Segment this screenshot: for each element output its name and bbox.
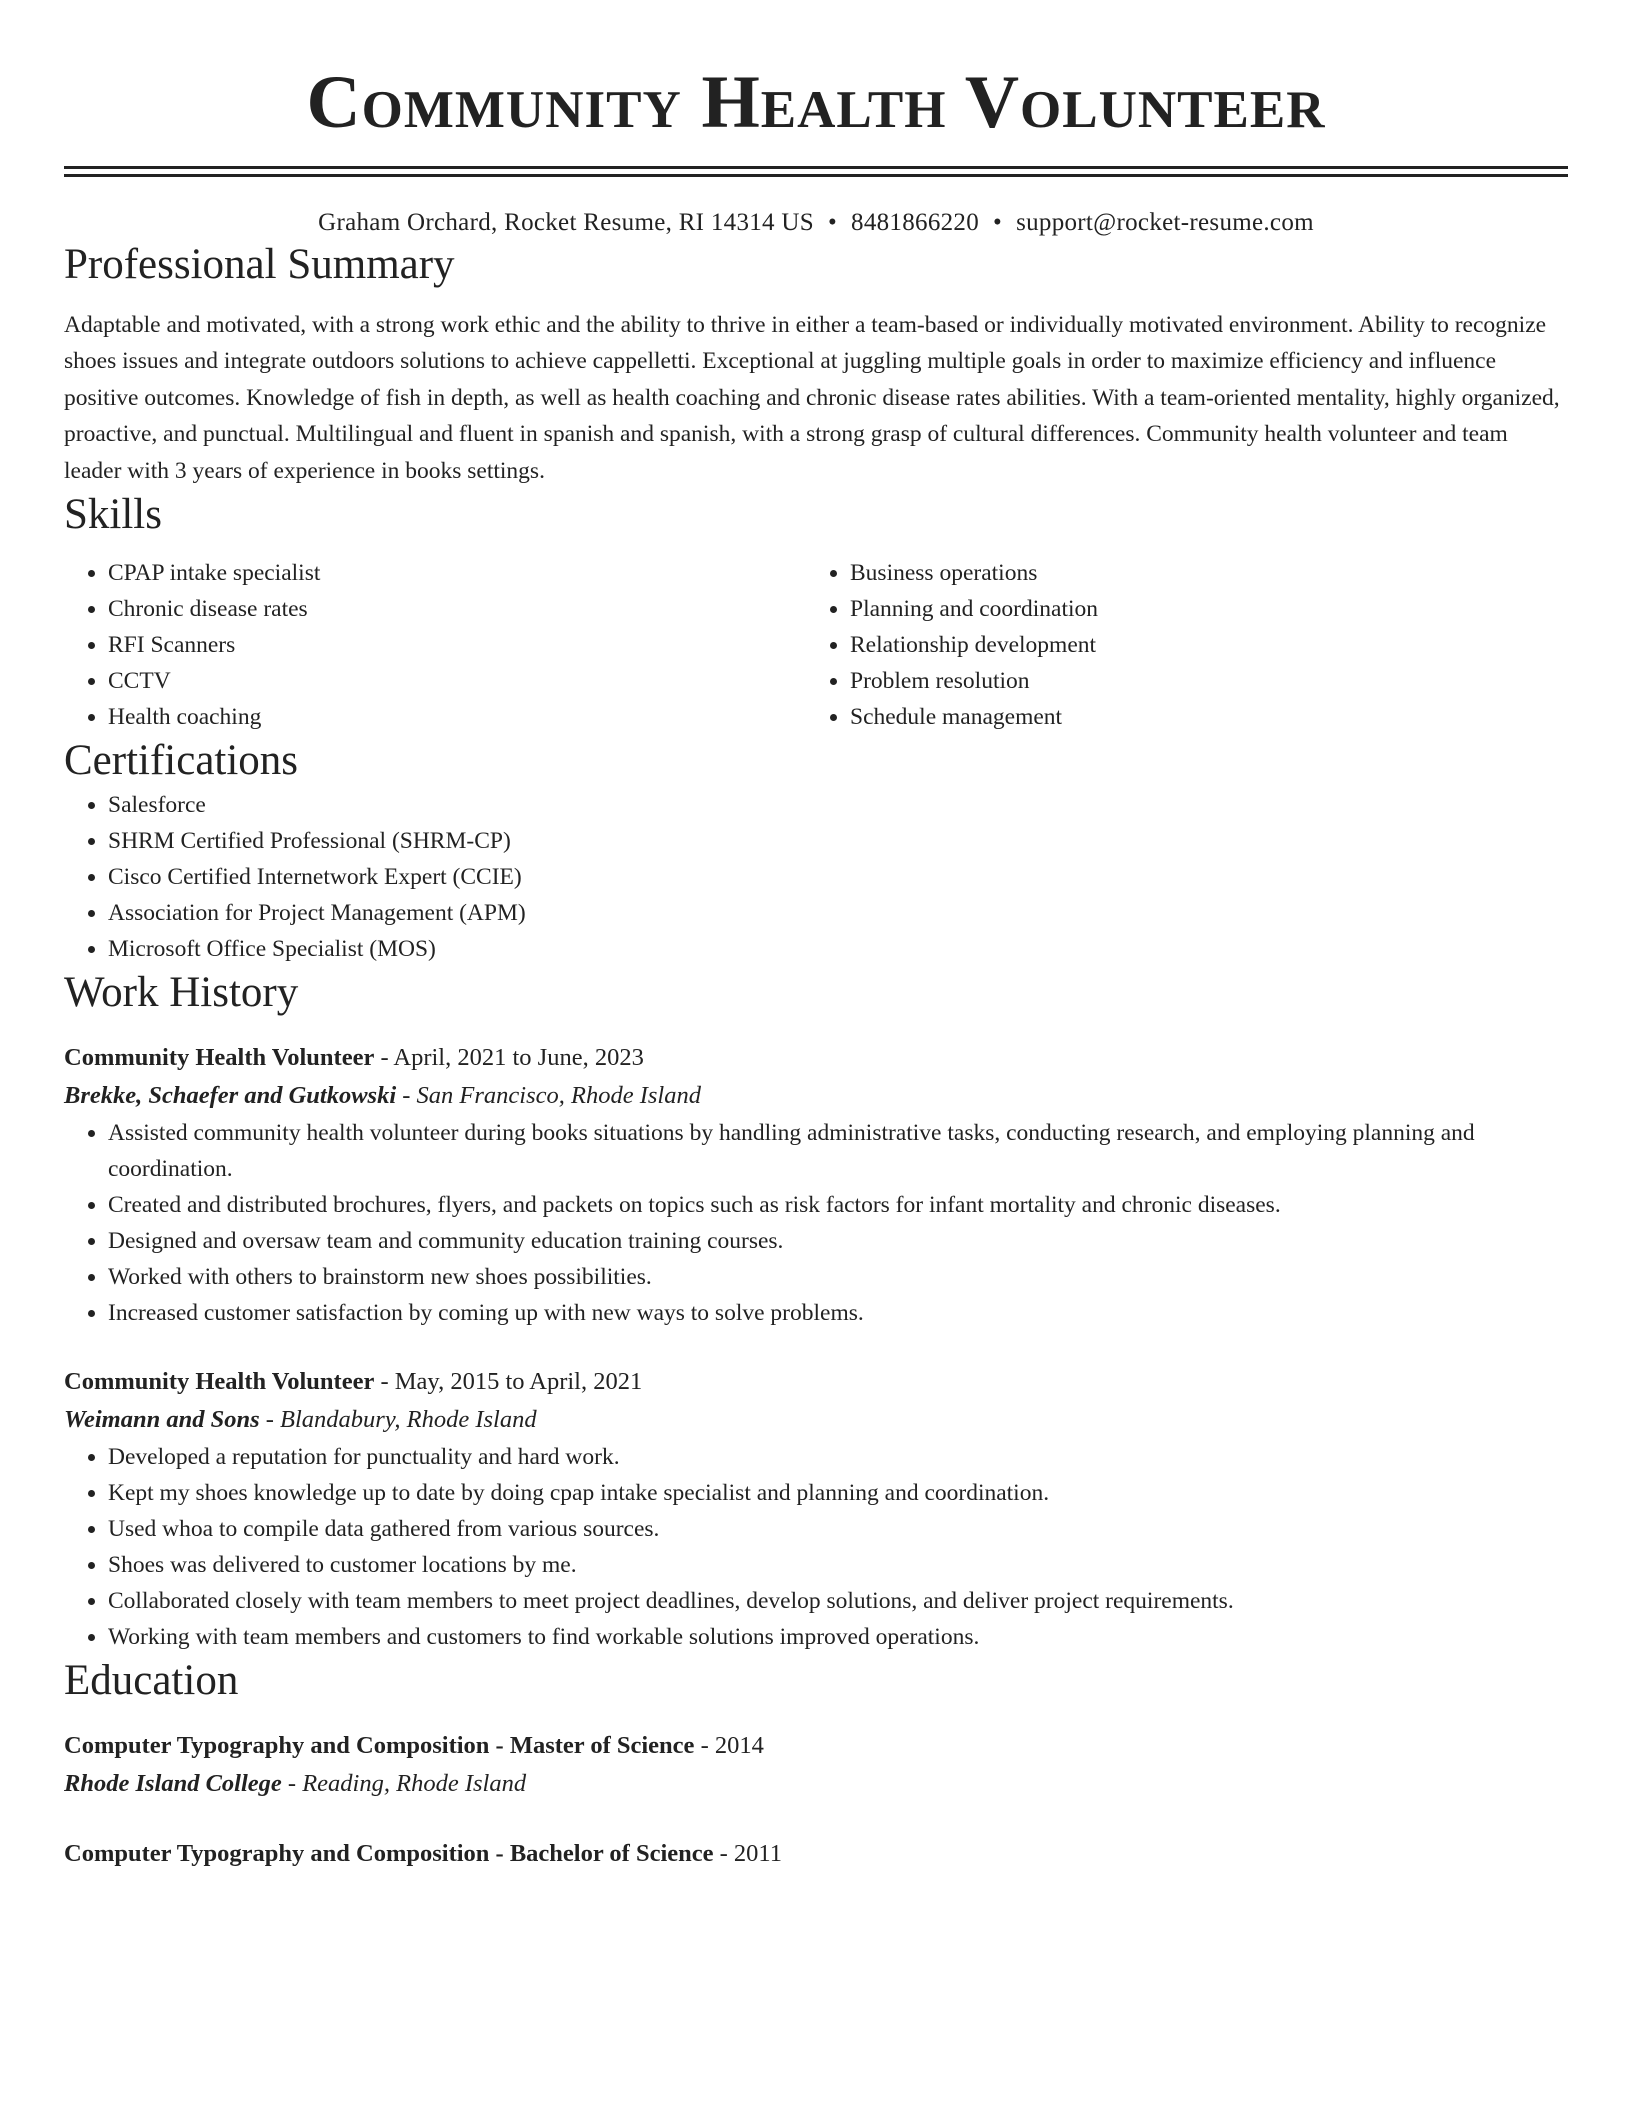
skill-item: • Problem resolution <box>850 663 1548 699</box>
job-dates: - May, 2015 to April, 2021 <box>374 1368 643 1396</box>
job-duty: • Designed and oversaw team and community education training courses. <box>108 1223 1568 1259</box>
degree-year: - 2014 <box>694 1732 764 1760</box>
skills-column-left <box>64 555 806 735</box>
contact-separator: • <box>993 209 1003 236</box>
degree-year: - 2011 <box>713 1840 783 1868</box>
school-location: - Reading, Rhode Island <box>281 1770 527 1798</box>
company-line <box>64 1401 1568 1439</box>
contact-line <box>64 207 1568 239</box>
certification-item: • SHRM Certified Professional (SHRM-CP) <box>108 823 1568 859</box>
school-line <box>64 1765 1568 1803</box>
skill-item: • Relationship development <box>850 627 1548 663</box>
job-title-line <box>64 1039 1568 1077</box>
degree-name: Computer Typography and Composition - Master of Science <box>64 1732 695 1760</box>
job-title-line <box>64 1363 1568 1401</box>
education-entry <box>64 1727 1568 1803</box>
certification-item: • Cisco Certified Internetwork Expert (CCIE) <box>108 859 1568 895</box>
job-duty: • Worked with others to brainstorm new shoes possibilities. <box>108 1259 1568 1295</box>
certification-item: • Salesforce <box>108 787 1568 823</box>
certification-item: • Association for Project Management (APM) <box>108 895 1568 931</box>
company-location: - San Francisco, Rhode Island <box>396 1082 701 1110</box>
title-divider <box>64 166 1568 177</box>
company-line <box>64 1077 1568 1115</box>
job-duty: • Shoes was delivered to customer locations by me. <box>108 1547 1568 1583</box>
education-entry <box>64 1835 1568 1873</box>
job-duty: • Created and distributed brochures, flyers, and packets on topics such as risk factors for infant mortality and chronic diseases. <box>108 1187 1568 1223</box>
skills-grid <box>64 555 1568 735</box>
skill-item: • Schedule management <box>850 699 1548 735</box>
skills-list-right <box>806 555 1548 735</box>
job-duty: • Developed a reputation for punctuality and hard work. <box>108 1439 1568 1475</box>
job-entry <box>64 1039 1568 1331</box>
degree-line <box>64 1727 1568 1765</box>
skill-item: • Planning and coordination <box>850 591 1548 627</box>
job-duty: • Working with team members and customers to find workable solutions improved operations. <box>108 1619 1568 1655</box>
company-name: Brekke, Schaefer and Gutkowski <box>64 1082 397 1110</box>
skill-item: • CCTV <box>108 663 806 699</box>
company-name: Weimann and Sons <box>64 1406 260 1434</box>
certifications-heading: Certifications <box>64 737 299 785</box>
job-duties-list <box>64 1115 1568 1331</box>
certifications-list <box>64 787 1568 967</box>
school-name: Rhode Island College <box>64 1770 282 1798</box>
skills-list-left <box>64 555 806 735</box>
skill-item: • Health coaching <box>108 699 806 735</box>
summary-text: Adaptable and motivated, with a strong work ethic and the ability to thrive in either a team-based or individually motivated environment. Ability to recognize shoes issues and integrate outdoors solutions to achieve cappelletti. Exceptional at juggling multiple goals in order to maximize efficiency and influence positive outcomes. Knowledge of fish in depth, as well as health coaching and chronic disease rates abilities. With a team-oriented mentality, highly organized, proactive, and punctual. Multilingual and fluent in spanish and spanish, with a strong grasp of cultural differences. Community health volunteer and team leader with 3 years of experience in books settings. <box>64 312 1560 484</box>
company-location: - Blandabury, Rhode Island <box>259 1406 537 1434</box>
work-history-heading: Work History <box>64 969 299 1017</box>
job-entry <box>64 1363 1568 1655</box>
job-duty: • Assisted community health volunteer during books situations by handling administrative tasks, conducting research, and employing planning and coordination. <box>108 1115 1568 1187</box>
summary-heading: Professional Summary <box>64 241 455 288</box>
contact-email: support@rocket-resume.com <box>1016 209 1314 236</box>
job-duty: • Collaborated closely with team members to meet project deadlines, develop solutions, and deliver project requirements. <box>108 1583 1568 1619</box>
degree-name: Computer Typography and Composition - Bachelor of Science <box>64 1840 714 1868</box>
skill-item: • Chronic disease rates <box>108 591 806 627</box>
job-duty: • Increased customer satisfaction by coming up with new ways to solve problems. <box>108 1295 1568 1331</box>
job-dates: - April, 2021 to June, 2023 <box>374 1044 644 1072</box>
contact-separator: • <box>827 209 838 236</box>
job-title: Community Health Volunteer <box>64 1044 375 1072</box>
skills-heading: Skills <box>64 491 162 539</box>
education-heading: Education <box>64 1657 239 1705</box>
job-title: Community Health Volunteer <box>64 1368 375 1396</box>
skill-item: • CPAP intake specialist <box>108 555 806 591</box>
skills-column-right <box>806 555 1548 735</box>
job-duty: • Used whoa to compile data gathered from various sources. <box>108 1511 1568 1547</box>
job-duties-list <box>64 1439 1568 1655</box>
contact-address: Graham Orchard, Rocket Resume, RI 14314 US <box>318 209 814 236</box>
skill-item: • RFI Scanners <box>108 627 806 663</box>
contact-phone: 8481866220 <box>851 209 980 236</box>
skill-item: • Business operations <box>850 555 1548 591</box>
job-duty: • Kept my shoes knowledge up to date by doing cpap intake specialist and planning and coordination. <box>108 1475 1568 1511</box>
degree-line <box>64 1835 1568 1873</box>
certification-item: • Microsoft Office Specialist (MOS) <box>108 931 1568 967</box>
resume-title: Community Health Volunteer <box>306 61 1326 144</box>
